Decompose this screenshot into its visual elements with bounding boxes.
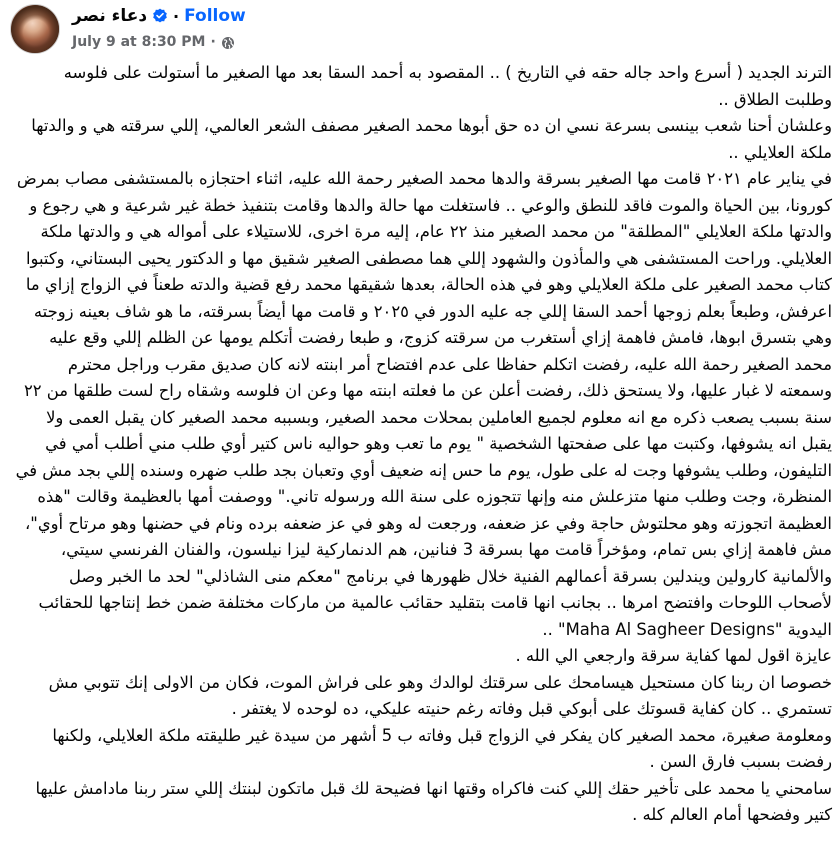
- author-name-row: [72, 6, 246, 26]
- post-header: [10, 4, 830, 56]
- author-avatar[interactable]: [10, 4, 60, 54]
- post-meta-row: [72, 34, 235, 50]
- meta-separator: ·: [210, 34, 216, 50]
- post-paragraph: في يناير عام ٢٠٢١ قامت مها الصغير بسرقة والدها محمد الصغير رحمة الله عليه، اثناء احتجازه بالمستشفى مصاب بمرض كورونا، بين الحياة والموت فاقد للنطق والوعي .. فاستغلت مها حالة والدها وقامت بتنفيذ خطة غير شرعية و هي رجوع و والدتها ملكة العلايلي "المطلقة" من محمد الصغير منذ ٢٢ عام، إليه مرة اخرى، للاستيلاء على أمواله هي و والدتها ملكة العلايلي. وراحت المستشفى هي والمأذون والشهود إللي هما مصطفى الصغير شقيق مها و الدكتور يحيى البستاني، وكتبوا كتاب محمد الصغير على ملكة العلايلي وهو في هذه الحالة، بعدها شقيقها محمد رفع قضية والدته طعناً في الزواج إزاي ما اعرفش، وطبعاً بعلم زوجها أحمد السقا إللي جه عليه الدور في ٢٠٢٥ و قامت مها أيضاً بسرقته، ما هو شاف بعينه زوجته وهي بتسرق ابوها، فامش فاهمة إزاي أستغرب من سرقته كزوج، و طبعا رفضت أتكلم يومها عن الظلم إللي وقع عليه محمد الصغير رحمة الله عليه، رفضت اتكلم حفاظا على عدم افتضاح أمر ابنته لانه كان صديق مقرب وراجل محترم وسمعته لا غبار عليها، ولا يستحق ذلك، رفضت أعلن عن ما فعلته ابنته مها وعن ان فلوسه وشقاه راح لست طلقها من ٢٢ سنة بسبب يصعب ذكره مع انه معلوم لجميع العاملين بمحلات محمد الصغير، وبسببه محمد الصغير كان يقبل العمى ولا يقبل انه يشوفها، وكتبت مها على صفحتها الشخصية " يوم ما تعب وهو حواليه ناس كتير أوي طلب مني أطلب أمي في التليفون، وطلب يشوفها وجت له على طول، يوم ما حس إنه ضعيف أوي وتعبان بجد طلب ضهره وسنده إللي بجد مش في المنظرة، وجت وطلب منها متزعلش منه وإنها تتجوزه على سنة الله ورسوله تاني." ووصفت أمها بالعظيمة وقالت "هذه العظيمة اتجوزته وهو محلتوش حاجة وفي عز ضعفه، ورجعت له وهو في عز ضعفه برده ونام في حضنها وهو مرتاح أوي"، مش فاهمة إزاي بس تمام، ومؤخراً قامت مها بسرقة 3 فنانين، هم الدنماركية ليزا نيلسون، والفنان الفرنسي سيتي، والألمانية كارولين ويندلين بسرقة أعمالهم الفنية خلال ظهورها في برنامج "معكم منى الشاذلي" لحد ما الخبر وصل لأصحاب اللوحات وافتضح امرها .. بجانب انها قامت بتقليد حقائب عالمية من ماركات مختلفة ضمن خط إنتاجها للحقائب اليدوية "Maha Al Sagheer Designs" ..: [15, 169, 832, 639]
- post-paragraph: خصوصا ان ربنا كان مستحيل هيسامحك على سرقتك لوالدك وهو على فراش الموت، فكان من الاولى إنك تتوبي مش تستمري .. كان كفاية قسوتك على أبوكي قبل وفاته رغم حنيته عليكي، ده لوحده لا يغتفر .: [48, 672, 832, 718]
- post-paragraph: وعلشان أحنا شعب بينسى بسرعة نسي ان ده حق أبوها محمد الصغير مصفف الشعر العالمي، إللي سرقته هي و والدتها ملكة العلايلي ..: [31, 116, 832, 162]
- post-paragraph: عايزة اقول لمها كفاية سرقة وارجعي الي الله .: [515, 646, 832, 665]
- post-timestamp[interactable]: July 9 at 8:30 PM: [72, 34, 206, 50]
- author-name[interactable]: دعاء نصر: [72, 6, 148, 26]
- post-paragraph: ومعلومة صغيرة، محمد الصغير كان يفكر في الزواج قبل وفاته ب 5 أشهر من سيدة غير طليقته ملكة العلايلي، ولكنها رفضت بسبب فارق السن .: [52, 725, 832, 771]
- follow-button[interactable]: Follow: [184, 6, 246, 26]
- post-paragraph: سامحني يا محمد على تأخير حقك إللي كنت فاكراه وقتها انها فضيحة لك قبل ماتكون لبنتك إللي ستر ربنا مادامش عليها كتير وفضحها أمام العالم كله .: [35, 778, 832, 824]
- globe-icon[interactable]: [221, 35, 235, 49]
- verified-badge-icon: [152, 8, 168, 24]
- name-separator: ·: [173, 6, 180, 26]
- avatar-portrait: [11, 5, 60, 54]
- post-body: [12, 60, 832, 829]
- post-paragraph: الترند الجديد ( أسرع واحد جاله حقه في التاريخ ) .. المقصود به أحمد السقا بعد مها الصغير ما أستولت على فلوسه وطلبت الطلاق ..: [63, 63, 832, 109]
